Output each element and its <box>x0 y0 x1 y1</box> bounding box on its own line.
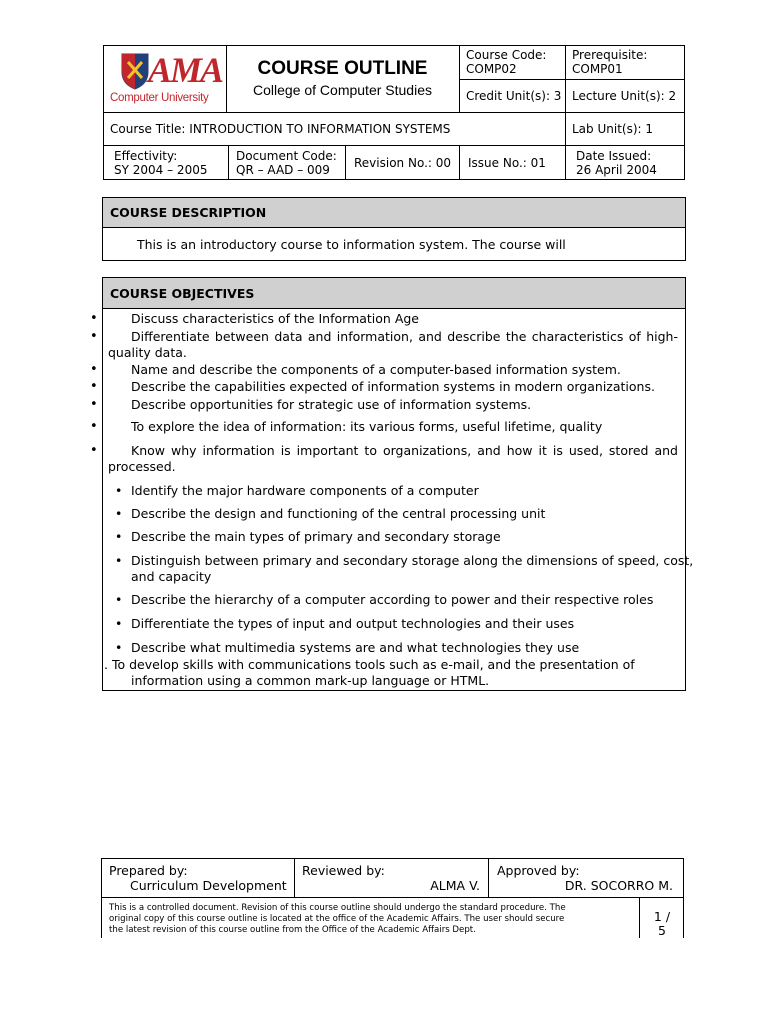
sub-objective-item: Describe the design and functioning of the central processing unit <box>131 506 546 521</box>
shield-icon <box>120 52 150 90</box>
reviewed-by-label: Reviewed by: <box>302 863 385 878</box>
sub-objective-item: Describe the main types of primary and secondary storage <box>131 529 501 544</box>
logo-name: AMA <box>148 50 223 90</box>
course-description-text: This is an introductory course to information system. The course will <box>137 237 566 252</box>
bullet-icon: • <box>115 483 123 498</box>
ama-logo <box>108 48 223 108</box>
effectivity-label: Effectivity: <box>114 149 178 163</box>
course-objectives-heading: COURSE OBJECTIVES <box>103 278 685 309</box>
bullet-icon: • <box>90 443 98 458</box>
college-name: College of Computer Studies <box>253 82 432 98</box>
logo-subtitle: Computer University <box>110 92 209 104</box>
sub-objective-item: Describe what multimedia systems are and what technologies they use <box>131 640 580 655</box>
bullet-icon: • <box>115 506 123 521</box>
bullet-icon: • <box>90 362 98 377</box>
prepared-by: Curriculum Development <box>130 878 287 893</box>
course-code: COMP02 <box>466 62 517 76</box>
lab-units: Lab Unit(s): 1 <box>572 122 654 136</box>
objective-item: Name and describe the components of a computer-based information system. <box>131 362 621 377</box>
sub-objective-item: Distinguish between primary and secondary storage along the dimensions of speed, cost, <box>131 553 694 568</box>
approved-by: DR. SOCORRO M. <box>564 878 673 893</box>
bullet-icon: • <box>90 379 98 394</box>
page-number: 1 / <box>653 909 671 924</box>
document-code-label: Document Code: <box>236 149 337 163</box>
page-total: 5 <box>658 923 666 936</box>
objective-last-line-continued: information using a common mark-up language or HTML. <box>131 673 490 688</box>
course-description-heading: COURSE DESCRIPTION <box>103 198 685 228</box>
bullet-icon: • <box>115 640 123 655</box>
credit-units: Credit Unit(s): 3 <box>466 89 562 103</box>
controlled-document-note <box>109 903 637 936</box>
objective-item: To explore the idea of information: its various forms, useful lifetime, quality <box>131 419 603 434</box>
page-title: COURSE OUTLINE <box>257 58 428 79</box>
page-number-box <box>640 898 684 936</box>
bullet-icon: • <box>115 592 123 607</box>
sub-objective-item: Identify the major hardware components of a computer <box>131 483 479 498</box>
note-line: original copy of this course outline is located at the office of the Academic Affairs. The user should secure <box>109 914 565 924</box>
note-line: the latest revision of this course outline from the Office of the Academic Affairs Dept. <box>109 925 476 935</box>
prepared-by-label: Prepared by: <box>109 863 188 878</box>
bullet-icon: • <box>115 616 123 631</box>
course-title: Course Title: INTRODUCTION TO INFORMATION SYSTEMS <box>110 122 451 136</box>
prerequisite: COMP01 <box>572 62 623 76</box>
sub-objective-item-continued: and capacity <box>131 569 212 584</box>
note-line: This is a controlled document. Revision of this course outline should undergo the standard procedure. The <box>109 903 566 913</box>
bullet-icon: • <box>115 529 123 544</box>
sub-objective-item: Differentiate the types of input and output technologies and their uses <box>131 616 575 631</box>
approved-by-label: Approved by: <box>497 863 580 878</box>
date-issued-label: Date Issued: <box>576 149 652 163</box>
sub-objective-item: Describe the hierarchy of a computer according to power and their respective roles <box>131 592 654 607</box>
objective-last-line: . To develop skills with communications tools such as e-mail, and the presentation of <box>104 657 635 672</box>
bullet-icon: • <box>115 553 123 568</box>
lecture-units: Lecture Unit(s): 2 <box>572 89 677 103</box>
date-issued: 26 April 2004 <box>576 163 657 177</box>
objective-item: Describe opportunities for strategic use of information systems. <box>131 397 532 412</box>
objective-item: Discuss characteristics of the Information Age <box>131 311 419 326</box>
bullet-icon: • <box>90 419 98 434</box>
prerequisite-label: Prerequisite: <box>572 48 648 62</box>
objective-item-continued: quality data. <box>108 345 187 360</box>
reviewed-by: ALMA V. <box>430 878 480 893</box>
objective-item-continued: processed. <box>108 459 176 474</box>
bullet-icon: • <box>90 397 98 412</box>
objective-item: Describe the capabilities expected of information systems in modern organizations. <box>131 379 655 394</box>
effectivity: SY 2004 – 2005 <box>114 163 208 177</box>
issue-number: Issue No.: 01 <box>468 156 546 170</box>
objective-item: Differentiate between data and information, and describe the characteristics of high- <box>131 329 678 344</box>
document-code: QR – AAD – 009 <box>236 163 330 177</box>
revision-number: Revision No.: 00 <box>354 156 452 170</box>
bullet-icon: • <box>90 329 98 344</box>
objective-item: Know why information is important to organizations, and how it is used, stored and <box>131 443 678 458</box>
bullet-icon: • <box>90 311 98 326</box>
course-code-label: Course Code: <box>466 48 547 62</box>
